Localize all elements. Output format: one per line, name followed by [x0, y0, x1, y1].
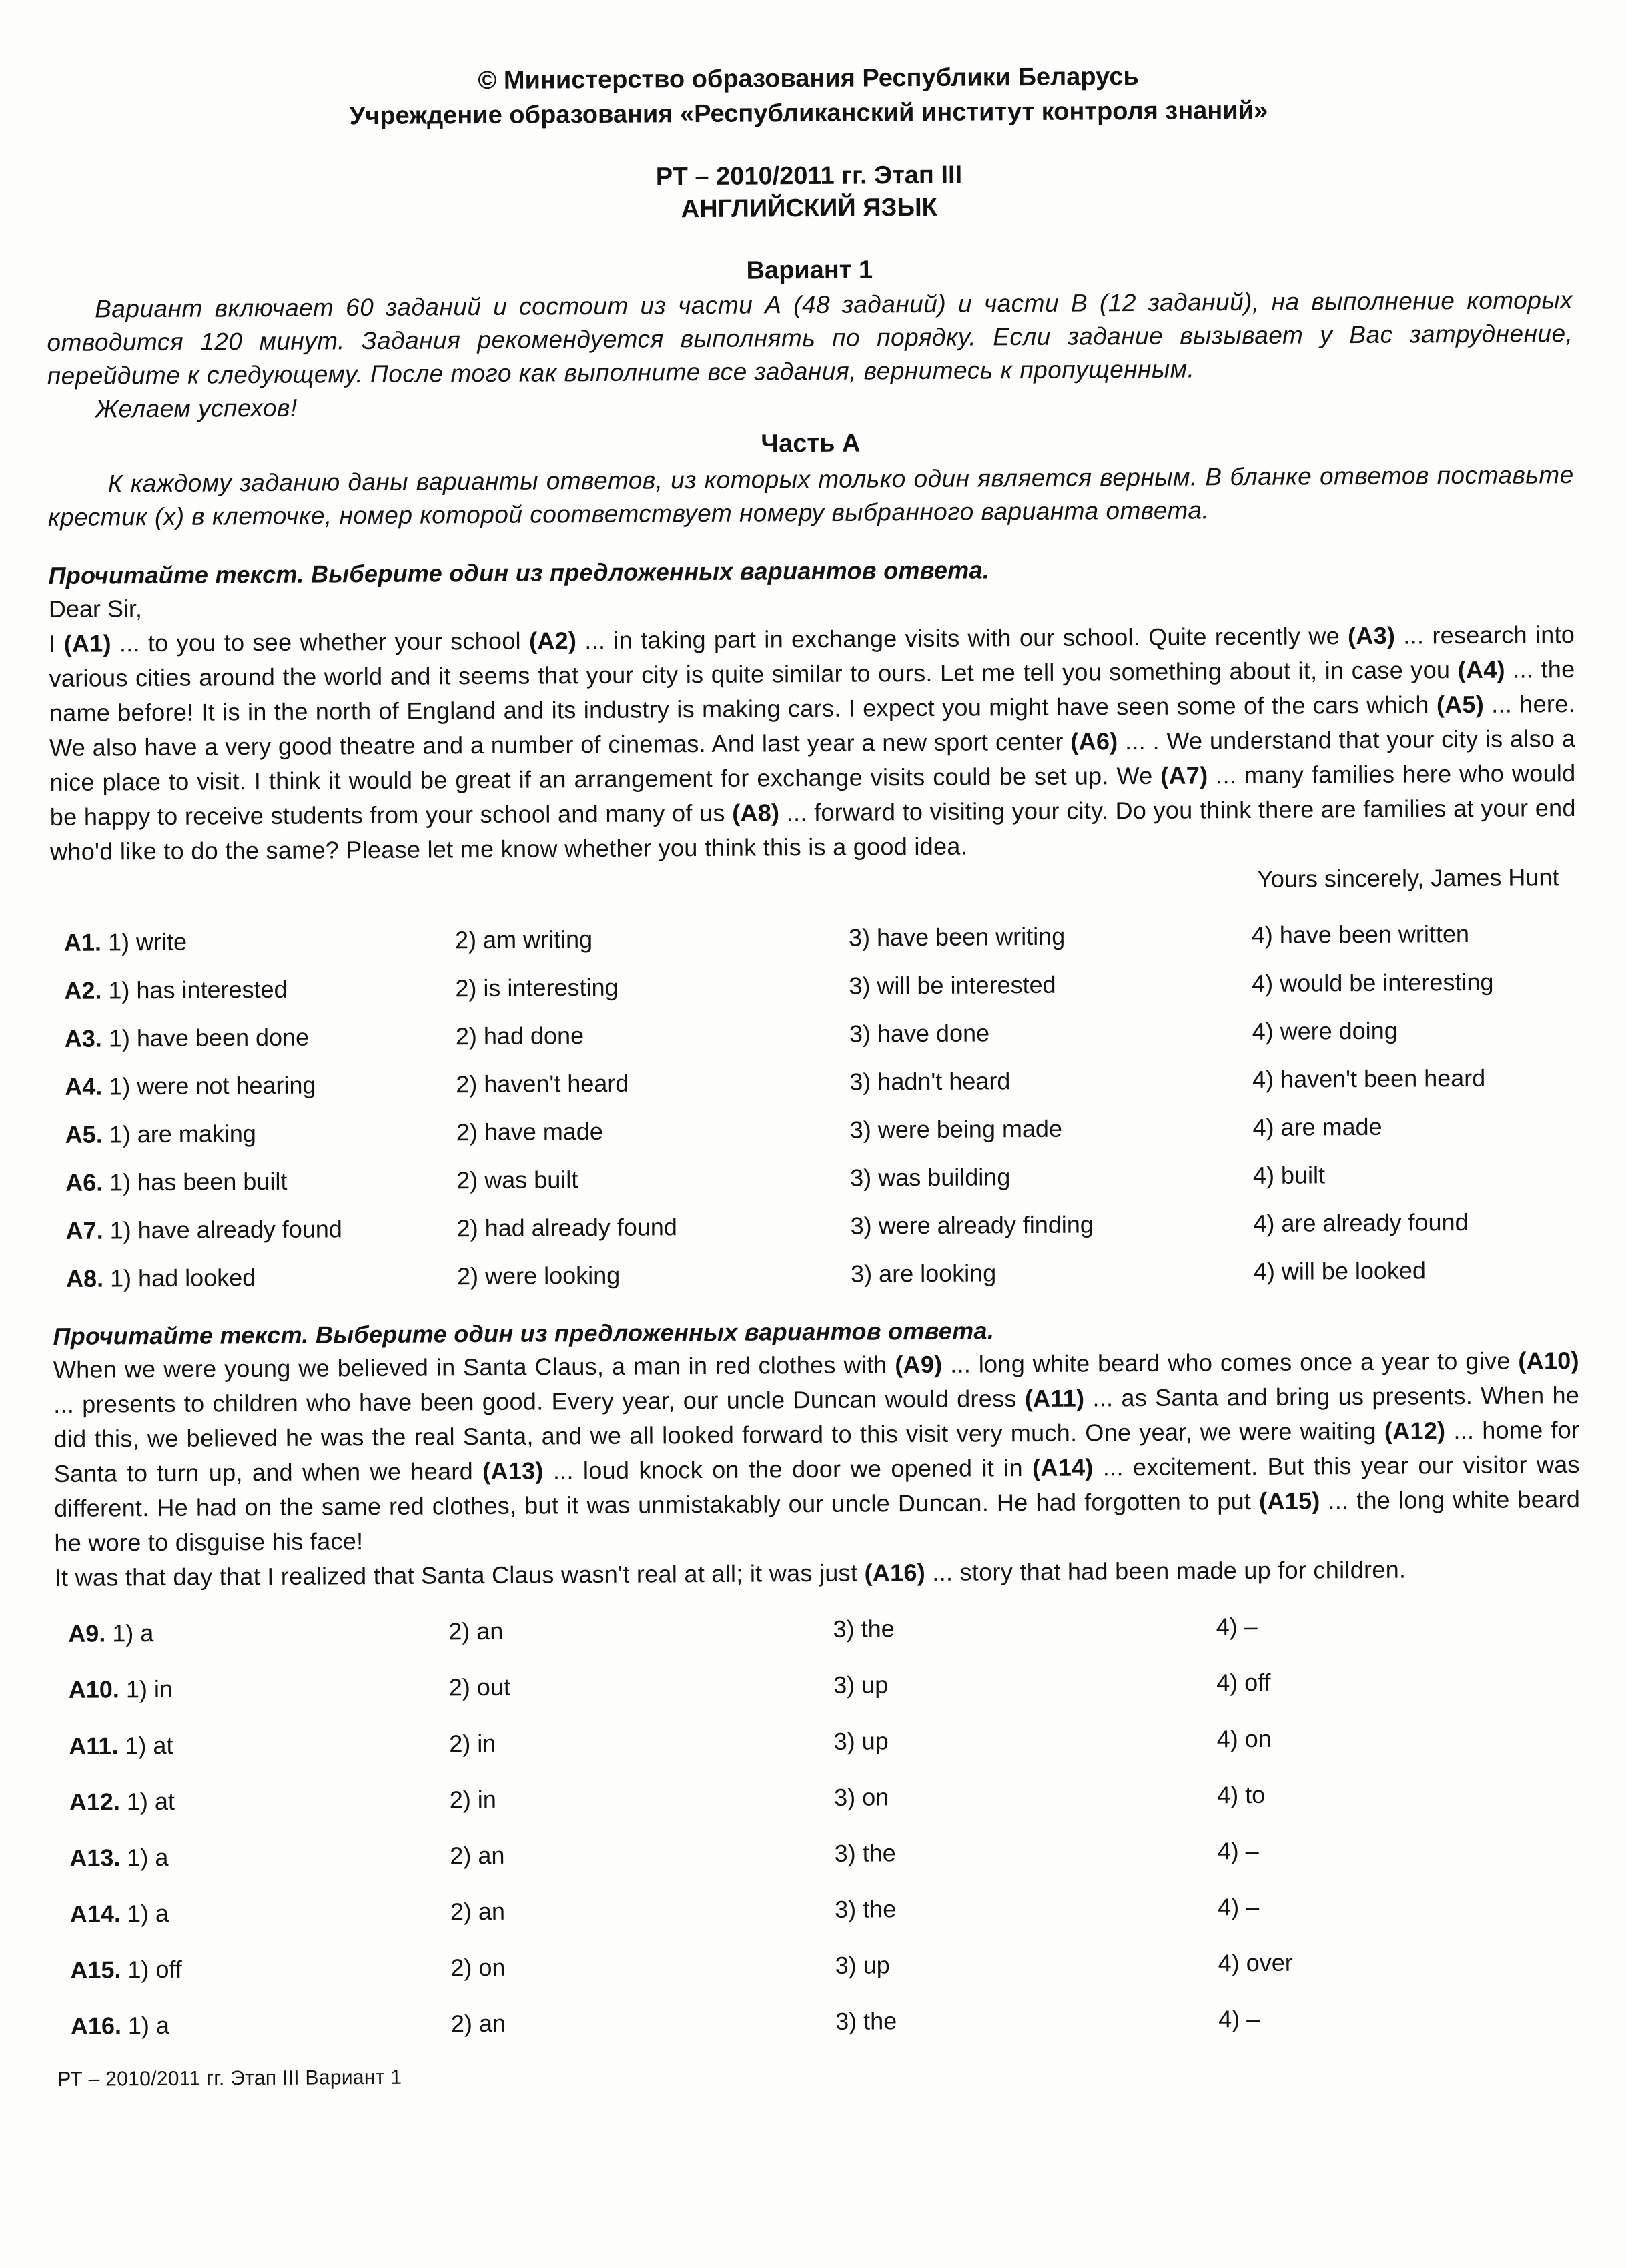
- santa-paragraph-1: When we were young we believed in Santa Claus, a man in red clothes with (A9) ... long white beard who comes once a year to give (A10) ... presents to children who have been good. Every year, our uncle Duncan would dress (A11) ... as Santa and bring us presents. When he did this, we believed he was the real Santa, and we all looked forward to this visit very much. One year, we were waiting (A12) ... home for Santa to turn up, and when we heard (A13) ... loud knock on the door we opened it in (A14) ... excitement. But this year our visitor was different. He had on the same red clothes, but it was unmistakably our uncle Duncan. He had forgotten to put (A15) ... the long white beard he wore to disguise his face!: [53, 1347, 1581, 1557]
- question-row: [51, 966, 1577, 1007]
- question-id: A3.: [64, 1024, 102, 1052]
- option-4: 4) –: [1218, 1892, 1260, 1921]
- subject-title: АНГЛИЙСКИЙ ЯЗЫК: [681, 193, 937, 224]
- option-2: 2) were looking: [456, 1261, 621, 1290]
- question-cell: [55, 1728, 449, 1762]
- page-footer: РТ – 2010/2011 гг. Этап III Вариант 1: [57, 2066, 402, 2091]
- question-row: [56, 1777, 1582, 1818]
- question-cell: [53, 1260, 457, 1295]
- option-2: 2) have made: [456, 1117, 604, 1146]
- question-row: [51, 1014, 1577, 1055]
- option-1: 1) at: [125, 1731, 173, 1760]
- variant-title: Вариант 1: [746, 256, 873, 285]
- option-3: 3) the: [834, 1839, 896, 1867]
- option-2: 2) had already found: [456, 1213, 678, 1242]
- option-3: 3) up: [833, 1671, 889, 1699]
- option-4: 4) haven't been heard: [1252, 1064, 1486, 1093]
- option-1: 1) are making: [109, 1120, 256, 1148]
- question-id: A5.: [65, 1120, 103, 1148]
- question-id: A9.: [68, 1619, 106, 1647]
- task1-heading: Прочитайте текст. Выберите один из предложенных вариантов ответа.: [48, 556, 990, 589]
- question-cell: [57, 2008, 451, 2042]
- option-1: 1) has interested: [108, 975, 288, 1004]
- part-a-instruction: К каждому заданию даны варианты ответов, из которых только один является верным. В бланке ответов поставьте крестик (x) в клеточке, номер которой соответствует номеру выбранного варианта ответа.: [47, 461, 1574, 531]
- question-cell: [52, 1116, 456, 1151]
- option-1: 1) have been done: [108, 1023, 310, 1052]
- question-row: [52, 1158, 1578, 1199]
- question-cell: [51, 972, 455, 1007]
- option-1: 1) off: [127, 1955, 182, 1984]
- option-3: 3) up: [835, 1951, 890, 1979]
- option-2: 2) in: [449, 1785, 497, 1814]
- question-id: A1.: [63, 928, 102, 956]
- question-id: A8.: [65, 1264, 104, 1292]
- option-3: 3) the: [835, 1895, 897, 1923]
- question-cell: [51, 1020, 456, 1055]
- letter-signature: Yours sincerely, James Hunt: [1257, 863, 1559, 893]
- variant-intro-paragraph: Вариант включает 60 заданий и состоит из части А (48 заданий) и части В (12 заданий), на выполнение которых отводится 120 минут. Задания рекомендуется выполнять по порядку. Если задание вызывает у Вас затруднение, перейдите к следующему. После того как выполните все задания, вернитесь к пропущенным.: [47, 286, 1573, 390]
- option-4: 4) are already found: [1253, 1208, 1469, 1237]
- option-2: 2) is interesting: [455, 973, 619, 1002]
- option-2: 2) on: [450, 1953, 506, 1982]
- task2-heading: Прочитайте текст. Выберите один из предложенных вариантов ответа.: [53, 1316, 995, 1350]
- good-luck-line: Желаем успехов!: [95, 394, 298, 423]
- option-2: 2) am writing: [454, 925, 593, 954]
- part-a-title: Часть А: [761, 429, 861, 458]
- question-cell: [51, 1068, 456, 1103]
- option-2: 2) an: [450, 2009, 506, 2038]
- questions-a1-a8: [51, 917, 1579, 1295]
- option-1: 1) at: [126, 1787, 175, 1816]
- question-id: A2.: [64, 976, 102, 1004]
- exam-title: РТ – 2010/2011 гг. Этап III: [655, 161, 963, 192]
- option-4: 4) off: [1216, 1668, 1271, 1697]
- question-row: [52, 1206, 1578, 1247]
- option-2: 2) an: [450, 1897, 506, 1926]
- question-cell: [57, 1952, 450, 1986]
- question-cell: [51, 924, 455, 959]
- question-row: [56, 1833, 1582, 1874]
- option-1: 1) write: [107, 927, 187, 956]
- option-1: 1) a: [127, 2011, 170, 2040]
- option-1: 1) a: [127, 1899, 169, 1928]
- question-row: [51, 917, 1577, 959]
- question-id: A7.: [65, 1216, 103, 1244]
- option-4: 4) –: [1217, 1836, 1259, 1865]
- option-4: 4) were doing: [1252, 1016, 1398, 1045]
- option-4: 4) built: [1252, 1161, 1326, 1189]
- question-cell: [56, 1784, 450, 1818]
- question-cell: [57, 1896, 450, 1930]
- question-cell: [52, 1212, 456, 1247]
- question-id: A6.: [65, 1168, 103, 1196]
- letter-body: I (A1) ... to you to see whether your school (A2) ... in taking part in exchange visits with our school. Quite recently we (A3) ... research into various cities around the world and it seems that your city is quite similar to ours. Let me tell you something about it, in case you (A4) ... the name before! It is in the north of England and its industry is making cars. I expect you might have seen some of the cars which (A5) ... here. We also have a very good theatre and a number of cinemas. And last year a new sport center (A6) ... . We understand that your city is also a nice place to visit. I think it would be great if an arrangement for exchange visits could be set up. We (A7) ... many families here who would be happy to receive students from your school and many of us (A8) ... forward to visiting your city. Do you think there are families at your end who'd like to do the same? Please let me know whether you think this is a good idea.: [49, 621, 1576, 865]
- question-row: [57, 1945, 1583, 1986]
- institute-line: Учреждение образования «Республиканский институт контроля знаний»: [349, 96, 1268, 131]
- question-id: A10.: [68, 1675, 119, 1704]
- option-3: 3) hadn't heard: [849, 1067, 1011, 1096]
- option-3: 3) will be interested: [849, 970, 1056, 1000]
- question-id: A4.: [65, 1072, 103, 1100]
- question-cell: [55, 1671, 449, 1706]
- option-4: 4) will be looked: [1253, 1256, 1427, 1285]
- option-1: 1) had looked: [109, 1264, 256, 1292]
- question-row: [55, 1721, 1581, 1762]
- question-cell: [55, 1615, 448, 1650]
- option-2: 2) an: [450, 1841, 505, 1870]
- question-row: [57, 1889, 1583, 1930]
- option-4: 4) would be interesting: [1252, 968, 1494, 997]
- question-cell: [56, 1840, 450, 1874]
- option-4: 4) on: [1216, 1724, 1272, 1753]
- option-3: 3) the: [835, 2007, 897, 2035]
- option-4: 4) –: [1218, 2004, 1260, 2033]
- option-4: 4) have been written: [1251, 919, 1470, 949]
- option-1: 1) a: [112, 1619, 154, 1647]
- option-2: 2) in: [449, 1729, 496, 1758]
- option-1: 1) has been built: [109, 1167, 288, 1196]
- question-id: A12.: [69, 1788, 120, 1816]
- option-1: 1) a: [127, 1843, 169, 1872]
- option-2: 2) was built: [456, 1166, 578, 1194]
- question-row: [51, 1062, 1577, 1103]
- option-1: 1) have already found: [109, 1215, 343, 1244]
- option-2: 2) had done: [455, 1022, 584, 1050]
- option-3: 3) were already finding: [850, 1210, 1094, 1240]
- option-2: 2) haven't heard: [456, 1069, 629, 1098]
- question-row: [55, 1609, 1581, 1650]
- santa-paragraph-2: It was that day that I realized that Santa Claus wasn't real at all; it was just (A16) ... story that had been made up for children.: [54, 1555, 1406, 1591]
- option-3: 3) were being made: [849, 1114, 1063, 1144]
- question-row: [55, 1665, 1581, 1706]
- option-3: 3) the: [833, 1615, 895, 1643]
- option-3: 3) have been writing: [848, 922, 1066, 952]
- option-2: 2) out: [448, 1673, 511, 1702]
- question-row: [52, 1110, 1578, 1151]
- option-4: 4) –: [1216, 1612, 1258, 1641]
- letter-salutation: Dear Sir,: [48, 595, 143, 623]
- option-1: 1) in: [125, 1675, 173, 1704]
- question-cell: [52, 1164, 456, 1199]
- option-3: 3) up: [833, 1727, 889, 1755]
- question-id: A15.: [70, 1956, 121, 1984]
- option-4: 4) to: [1217, 1780, 1266, 1809]
- option-4: 4) over: [1218, 1948, 1293, 1977]
- option-1: 1) were not hearing: [109, 1071, 316, 1100]
- questions-a9-a16: [55, 1609, 1583, 2042]
- question-row: [57, 2001, 1583, 2042]
- question-row: [53, 1254, 1579, 1295]
- option-4: 4) are made: [1252, 1112, 1382, 1141]
- option-3: 3) are looking: [850, 1259, 997, 1288]
- ministry-line: © Министерство образования Республики Беларусь: [478, 62, 1139, 95]
- option-2: 2) an: [448, 1617, 504, 1645]
- question-id: A13.: [69, 1844, 121, 1872]
- option-3: 3) was building: [850, 1163, 1011, 1192]
- option-3: 3) have done: [849, 1019, 990, 1048]
- question-id: A11.: [69, 1732, 119, 1760]
- question-id: A16.: [70, 2012, 122, 2040]
- question-id: A14.: [69, 1900, 121, 1928]
- option-3: 3) on: [834, 1783, 889, 1811]
